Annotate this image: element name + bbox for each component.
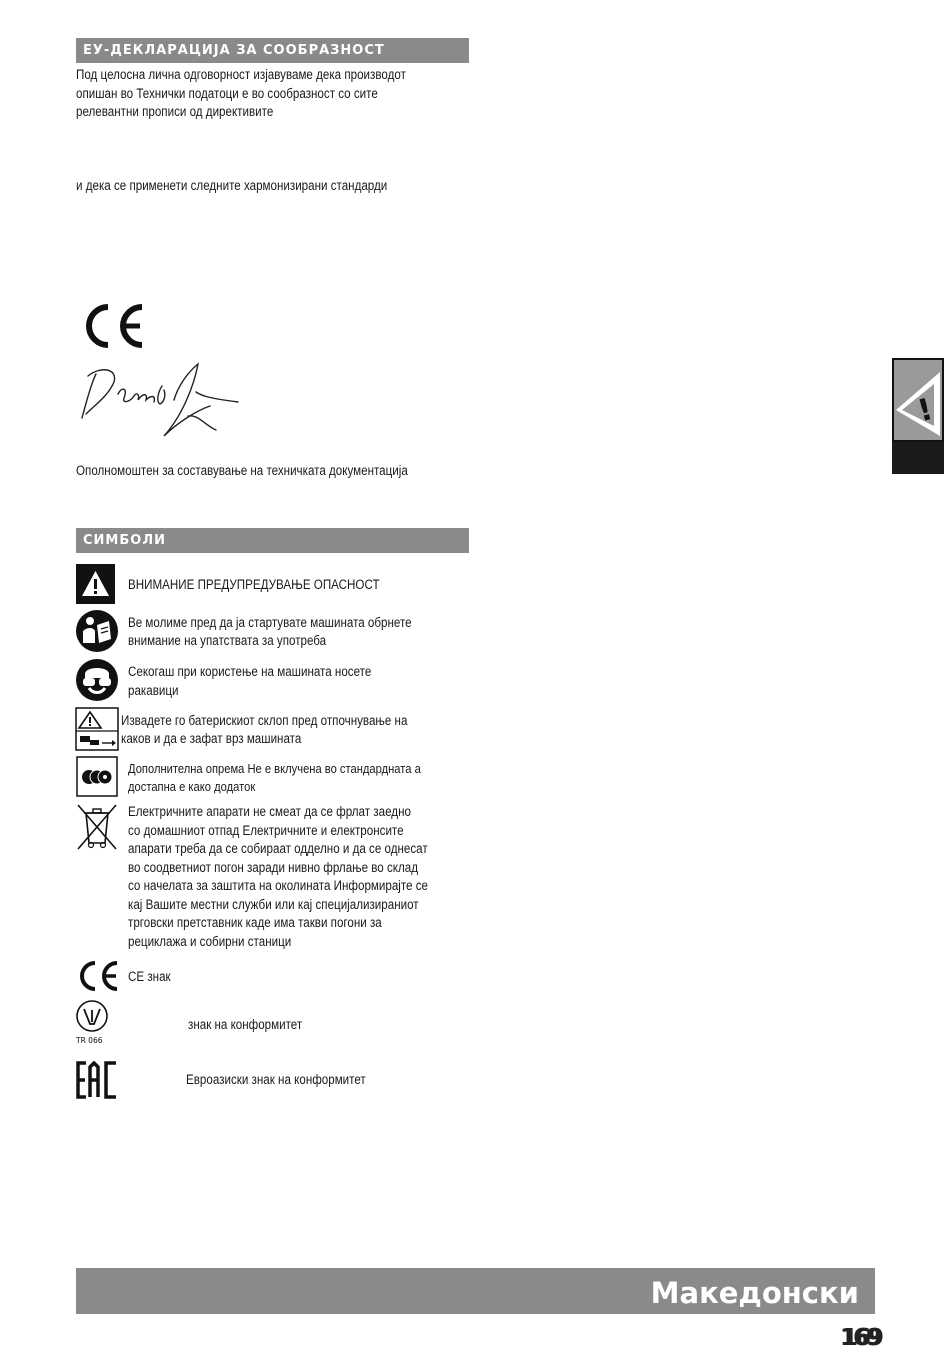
ce-mark-icon <box>76 960 120 992</box>
symbol-manual-line-1: Ве молиме пред да ја стартувате машината обрнете <box>128 615 412 630</box>
symbol-weee-line-4: во соодветниот погон заради нивно фрлање во склад <box>128 860 419 875</box>
eac-mark-icon <box>76 1061 118 1099</box>
ua-conformity-label: TR 066 <box>76 1036 103 1045</box>
authorized-line: Ополномоштен за составување на техничката документација <box>76 463 408 478</box>
symbol-protection-line-2: ракавици <box>128 683 179 698</box>
symbol-warning-text: ВНИМАНИЕ ПРЕДУПРЕДУВАЊЕ ОПАСНОСТ <box>128 577 380 592</box>
symbol-protection-line-1: Секогаш при користење на машината носете <box>128 664 372 679</box>
symbol-weee-line-8: рециклажа и собирни станици <box>128 934 292 949</box>
symbol-ce-text: CE знак <box>128 969 171 984</box>
symbol-accessory-line-2: достапна е како додаток <box>128 779 256 794</box>
symbol-weee-line-1: Електричните апарати не смеат да се фрлат заедно <box>128 804 411 819</box>
side-warning-icon <box>894 360 942 440</box>
read-manual-icon <box>75 609 119 653</box>
symbol-weee-line-5: со начелата за заштита на околината Информирајте се <box>128 878 428 893</box>
symbol-weee-line-2: со домашниот отпад Електричните и електронсите <box>128 823 404 838</box>
ce-mark-large-icon <box>80 302 146 350</box>
symbol-manual-line-2: внимание на упатствата за употреба <box>128 633 327 648</box>
wear-protection-icon <box>75 658 119 702</box>
remove-battery-icon <box>75 707 119 751</box>
symbol-weee-line-3: апарати треба да се собираат одделно и да се однесат <box>128 841 428 856</box>
side-tab-dark <box>892 442 944 474</box>
ua-conformity-icon <box>74 1000 114 1036</box>
symbol-eac-text: Евроазиски знак на конформитет <box>186 1072 366 1087</box>
symbol-ua-text: знак на конформитет <box>188 1017 303 1032</box>
declaration-line-3: релевантни прописи од директивите <box>76 104 274 119</box>
symbol-weee-line-6: кај Вашите местни служби или кај специјализираниот <box>128 897 419 912</box>
accessory-discs-icon <box>76 756 118 797</box>
warning-triangle-icon <box>76 564 115 604</box>
symbol-weee-line-7: трговски претставник каде има такви погони за <box>128 915 382 930</box>
symbol-accessory-line-1: Дополнителна опрема Не е вклучена во стандардната а <box>128 761 421 776</box>
signature-icon <box>78 356 243 442</box>
svg-text:!: ! <box>914 391 937 430</box>
symbol-battery-line-2: каков и да е зафат врз машината <box>121 731 302 746</box>
declaration-heading: ЕУ-ДЕКЛАРАЦИЈА ЗА СООБРАЗНОСТ <box>76 38 469 63</box>
standards-line: и дека се применети следните хармонизирани стандарди <box>76 178 388 193</box>
language-footer: Македонски <box>76 1268 875 1314</box>
page-number: 169 <box>840 1325 880 1351</box>
declaration-line-2: опишан во Технички податоци е во сообразност со сите <box>76 86 378 101</box>
symbol-battery-line-1: Извадете го батерискиот склоп пред отпочнување на <box>121 713 408 728</box>
side-tab-warning <box>892 358 944 442</box>
symbols-heading: СИМБОЛИ <box>76 528 469 553</box>
declaration-line-1: Под целосна лична одговорност изјавуваме дека производот <box>76 67 406 82</box>
weee-bin-icon <box>76 803 118 851</box>
